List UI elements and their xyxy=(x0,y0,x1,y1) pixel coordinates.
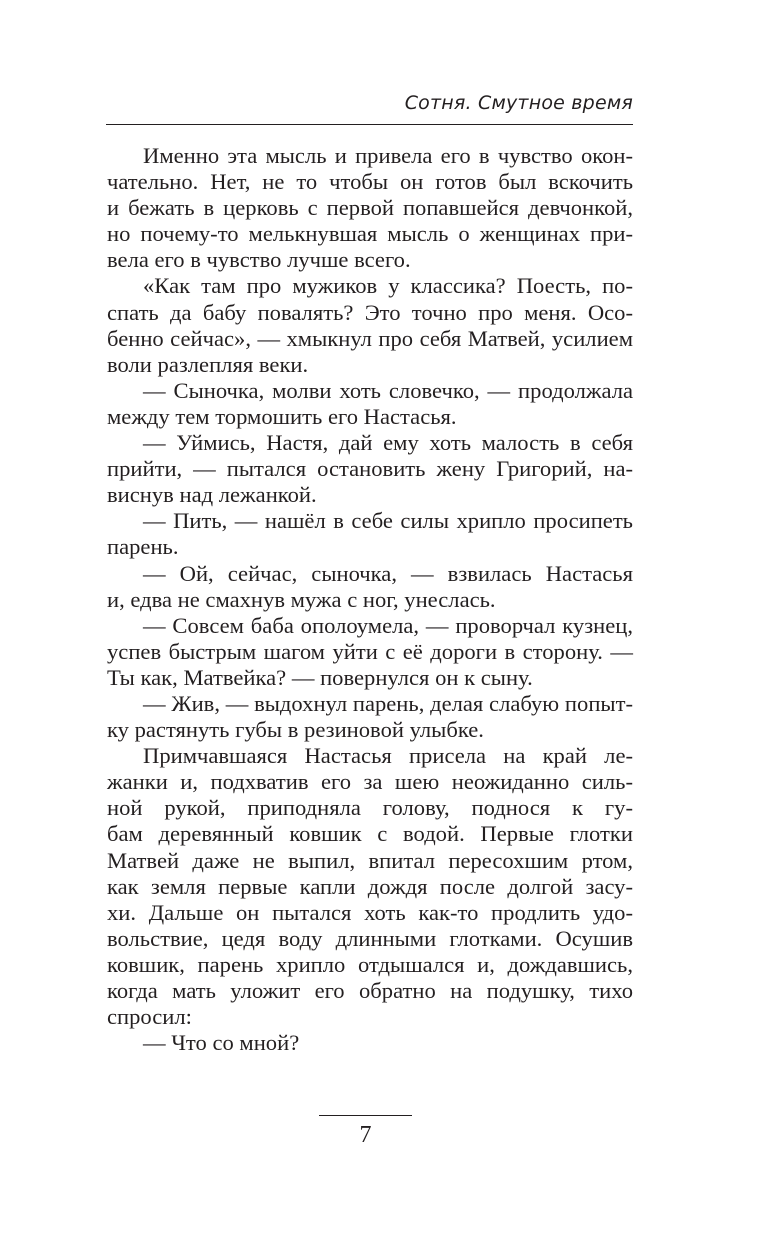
text-line: прийти, — пытался остановить жену Григорий, на- xyxy=(107,456,633,482)
text-line: успев быстрым шагом уйти с её дороги в сторону. — xyxy=(107,638,633,664)
paragraph xyxy=(107,143,633,273)
text-line: Именно эта мысль и привела его в чувство окон- xyxy=(143,143,633,168)
text-line: Примчавшаяся Настасья присела на край ле- xyxy=(143,743,633,769)
text-line: и, едва не смахнув мужа с ног, унеслась. xyxy=(107,586,496,612)
body-text xyxy=(107,143,633,1056)
paragraph xyxy=(107,430,633,508)
text-line: парень. xyxy=(107,534,179,560)
text-line: виснув над лежанкой. xyxy=(107,482,317,508)
text-line: как земля первые капли дождя после долгой засу- xyxy=(107,873,633,899)
text-line: вела его в чувство лучше всего. xyxy=(107,247,411,273)
text-line: когда мать уложит его обратно на подушку, тихо xyxy=(107,978,633,1003)
text-line: спать да бабу повалять? Это точно про меня. Осо- xyxy=(107,299,633,325)
text-line: бам деревянный ковшик с водой. Первые глотки xyxy=(107,821,633,847)
text-line: ковшик, парень хрипло отдышался и, дождавшись, xyxy=(107,951,633,977)
running-head-title: Сотня. Смутное время xyxy=(404,92,633,114)
text-line: жанки и, подхватив его за шею неожиданно силь- xyxy=(107,769,633,795)
text-line: Матвей даже не выпил, впитал пересохшим ртом, xyxy=(107,847,633,873)
text-line: вольствие, цедя воду длинными глотками. Осушив xyxy=(107,925,633,951)
paragraph xyxy=(107,613,633,691)
text-line: ной рукой, приподняла голову, поднося к гу- xyxy=(107,795,633,821)
paragraph xyxy=(107,743,633,1030)
text-line: чательно. Нет, не то чтобы он готов был вскочить xyxy=(107,169,633,195)
paragraph xyxy=(107,273,633,377)
text-line: ку растянуть губы в резиновой улыбке. xyxy=(107,717,484,743)
page-number: 7 xyxy=(359,1122,372,1148)
text-line: и бежать в церковь с первой попавшейся девчонкой, xyxy=(107,195,633,221)
paragraph xyxy=(107,508,633,560)
text-line: — Сыночка, молви хоть словечко, — продолжала xyxy=(143,377,633,403)
text-line: — Ой, сейчас, сыночка, — взвилась Настасья xyxy=(143,560,633,586)
paragraph xyxy=(107,691,633,743)
text-line: — Жив, — выдохнул парень, делая слабую попыт- xyxy=(143,690,633,716)
text-line: — Пить, — нашёл в себе силы хрипло просипеть xyxy=(143,508,633,534)
paragraph xyxy=(107,1030,633,1056)
text-line: — Уймись, Настя, дай ему хоть малость в себя xyxy=(143,430,633,456)
header-rule xyxy=(106,124,633,125)
text-line: «Как там про мужиков у классика? Поесть, по- xyxy=(143,273,633,299)
text-line: — Что со мной? xyxy=(143,1030,300,1056)
footer-rule xyxy=(319,1115,412,1116)
text-line: спросил: xyxy=(107,1004,192,1030)
paragraph xyxy=(107,561,633,613)
text-line: Ты как, Матвейка? — повернулся он к сыну. xyxy=(107,664,533,690)
text-line: но почему-то мелькнувшая мысль о женщинах при- xyxy=(107,221,633,247)
paragraph xyxy=(107,378,633,430)
text-line: — Совсем баба ополоумела, — проворчал кузнец, xyxy=(143,612,633,638)
text-line: воли разлепляя веки. xyxy=(107,351,309,377)
text-line: хи. Дальше он пытался хоть как-то продлить удо- xyxy=(107,899,633,925)
text-line: бенно сейчас», — хмыкнул про себя Матвей, усилием xyxy=(107,325,633,351)
text-line: между тем тормошить его Настасья. xyxy=(107,403,457,429)
